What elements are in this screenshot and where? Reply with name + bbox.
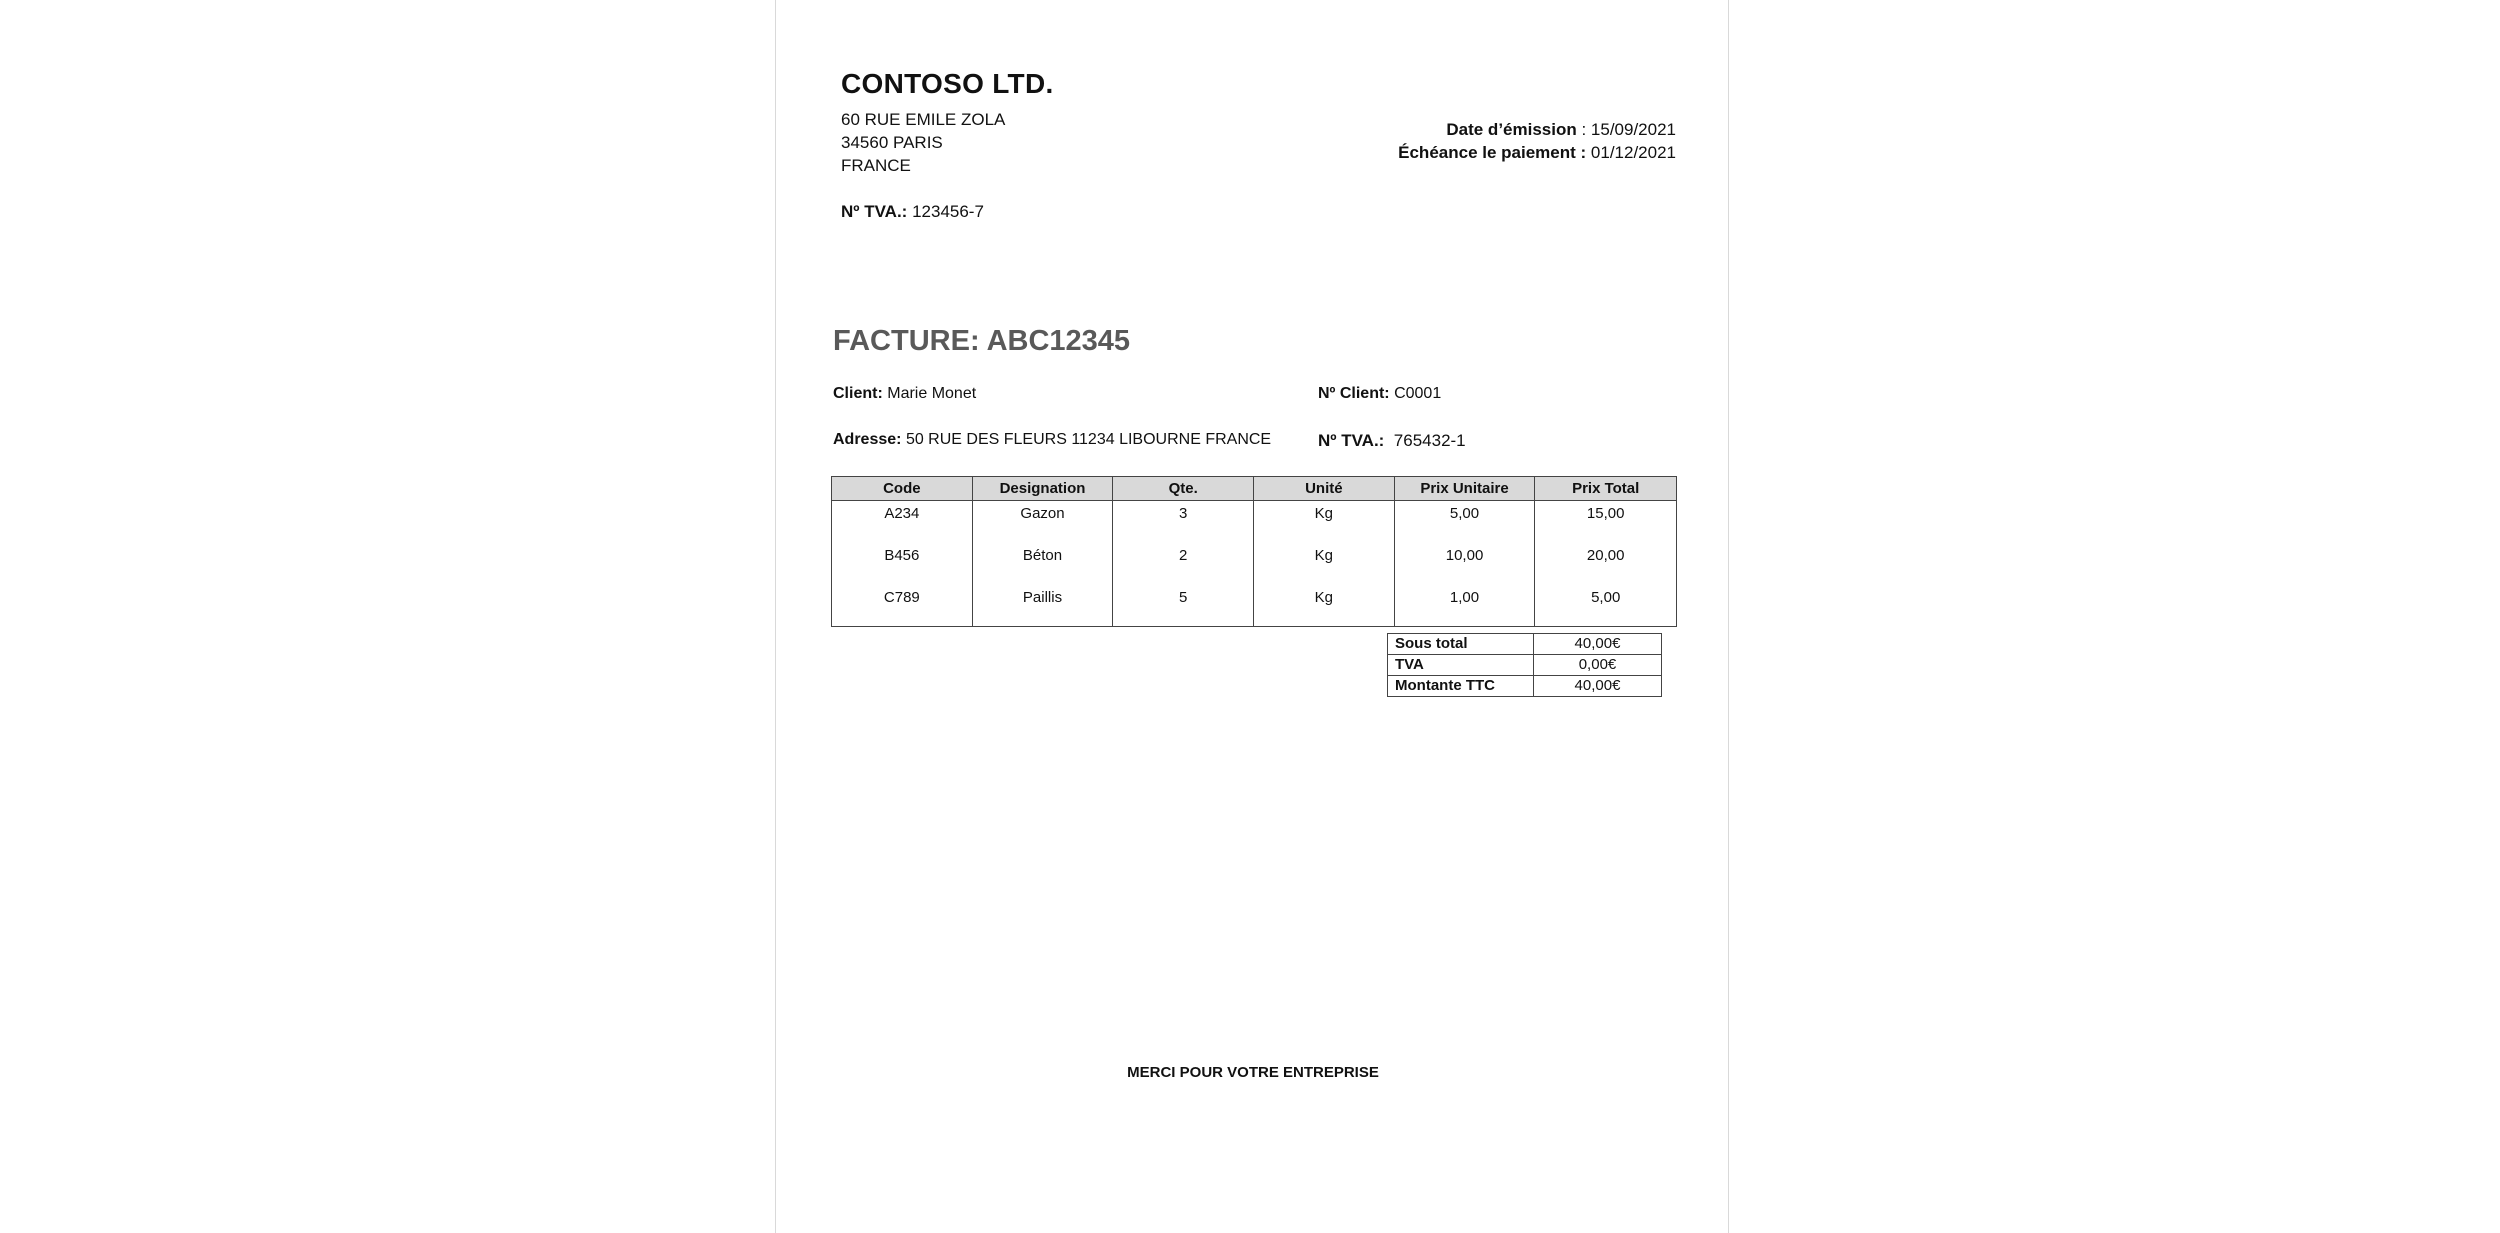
column-quantity: [1113, 501, 1254, 626]
company-address-line3: FRANCE: [841, 156, 911, 175]
client-number: [1318, 385, 1441, 403]
cell-unit-price: 1,00: [1449, 589, 1480, 606]
cell-unit: Kg: [1314, 589, 1334, 606]
company-address-line2: 34560 PARIS: [841, 133, 943, 152]
due-date-value: 01/12/2021: [1590, 143, 1676, 162]
company-vat-label: Nº TVA.:: [841, 202, 908, 221]
header-quantity: Qte.: [1113, 477, 1254, 500]
tax-label: TVA: [1388, 655, 1534, 676]
company-address-line1: 60 RUE EMILE ZOLA: [841, 110, 1006, 129]
client-name: [833, 385, 976, 403]
invoice-title: FACTURE: ABC12345: [833, 325, 1131, 357]
client-vat-value: 765432-1: [1393, 431, 1466, 450]
client-address: [833, 431, 1271, 449]
client-address-label: Adresse:: [833, 431, 902, 448]
client-number-label: Nº Client:: [1318, 385, 1390, 402]
client-address-value: 50 RUE DES FLEURS 11234 LIBOURNE FRANCE: [905, 431, 1272, 448]
client-number-value: C0001: [1394, 385, 1442, 402]
cell-total-price: 20,00: [1586, 547, 1625, 564]
client-name-value: Marie Monet: [887, 385, 977, 402]
issue-date-value: 15/09/2021: [1590, 120, 1676, 139]
totals-table: [1387, 633, 1662, 697]
column-unit-price: [1395, 501, 1536, 626]
column-code: [832, 501, 973, 626]
cell-code: C789: [883, 589, 920, 606]
cell-quantity: 3: [1179, 505, 1188, 522]
header-unit-price: Prix Unitaire: [1395, 477, 1536, 500]
client-vat-label: Nº TVA.:: [1318, 431, 1385, 450]
cell-designation: Gazon: [1020, 505, 1065, 522]
header-unit: Unité: [1254, 477, 1395, 500]
footer-message: MERCI POUR VOTRE ENTREPRISE: [1127, 1064, 1379, 1081]
subtotal-label: Sous total: [1388, 634, 1534, 655]
cell-quantity: 5: [1179, 589, 1188, 606]
cell-code: A234: [884, 505, 920, 522]
items-table: [831, 476, 1677, 627]
company-name: CONTOSO LTD.: [841, 68, 1054, 99]
cell-quantity: 2: [1179, 547, 1188, 564]
due-date: Échéance le paiement : 01/12/2021: [1398, 143, 1676, 162]
items-table-body: [832, 501, 1676, 626]
subtotal-row: [1388, 634, 1662, 655]
cell-total-price: 5,00: [1591, 589, 1621, 606]
cell-unit-price: 10,00: [1445, 547, 1484, 564]
cell-designation: Béton: [1022, 547, 1063, 564]
client-vat: [1318, 431, 1466, 451]
invoice-dates: [1398, 118, 1676, 164]
cell-total-price: 15,00: [1586, 505, 1625, 522]
due-date-label: Échéance le paiement: [1398, 143, 1576, 162]
column-designation: [973, 501, 1114, 626]
cell-unit-price: 5,00: [1449, 505, 1480, 522]
issue-date-label: Date d’émission: [1446, 120, 1577, 139]
column-unit: [1254, 501, 1395, 626]
column-total-price: [1535, 501, 1676, 626]
header-designation: Designation: [973, 477, 1114, 500]
subtotal-value: 40,00€: [1534, 634, 1662, 655]
tax-row: [1388, 655, 1662, 676]
cell-unit: Kg: [1314, 547, 1334, 564]
cell-unit: Kg: [1314, 505, 1334, 522]
cell-code: B456: [884, 547, 920, 564]
header-code: Code: [832, 477, 973, 500]
items-table-header: [832, 477, 1676, 501]
company-vat-value: 123456-7: [912, 202, 984, 221]
header-total-price: Prix Total: [1572, 480, 1640, 497]
cell-designation: Paillis: [1022, 589, 1063, 606]
company-vat: [841, 202, 984, 222]
tax-value: 0,00€: [1534, 655, 1662, 676]
total-value: 40,00€: [1534, 676, 1662, 697]
issue-date: Date d’émission : 15/09/2021: [1446, 120, 1676, 139]
invoice-page: [775, 0, 1729, 1233]
client-name-label: Client:: [833, 385, 883, 402]
total-row: [1388, 676, 1662, 697]
total-label: Montante TTC: [1388, 676, 1534, 697]
